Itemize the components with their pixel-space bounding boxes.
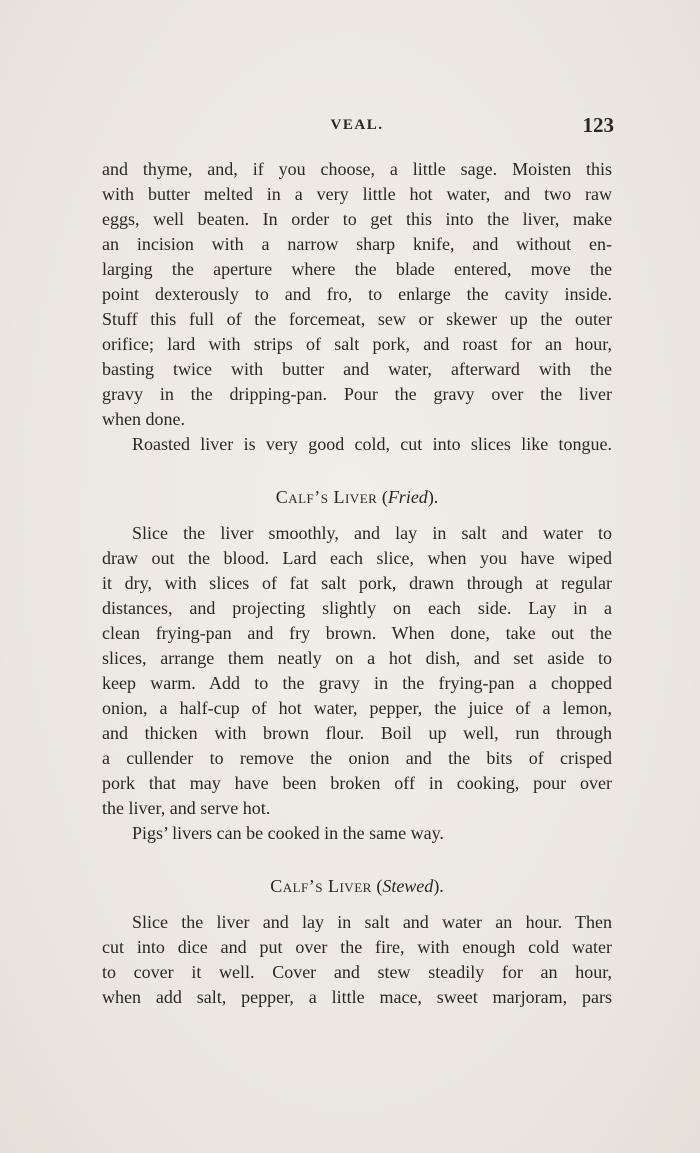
paragraph-pigs-livers [102,821,612,846]
text-line: a cullender to remove the onion and the bits of crisped [102,748,612,768]
text-line: clean frying-pan and fry brown. When done, take out the [102,623,612,643]
text-line: Roasted liver is very good cold, cut into slices like tongue. [132,434,612,454]
text-line: to cover it well. Cover and stew steadily for an hour, [102,962,612,982]
paragraph-fried-method [102,521,612,821]
text-line: with butter melted in a very little hot water, and two raw [102,184,612,204]
text-block [102,157,612,1010]
text-line: point dexterously to and fro, to enlarge the cavity inside. [102,284,612,304]
text-line: orifice; lard with strips of salt pork, and roast for an hour, [102,334,612,354]
section-heading-stewed: Calf’s Liver (Stewed). [270,876,444,896]
text-line: the liver, and serve hot. [102,798,271,818]
text-line: eggs, well beaten. In order to get this into the liver, make [102,209,612,229]
running-head [102,113,612,141]
text-line: Slice the liver and lay in salt and water an hour. Then [132,912,612,932]
text-line: distances, and projecting slightly on each side. Lay in a [102,598,612,618]
text-line: and thicken with brown flour. Boil up well, run through [102,723,612,743]
text-line: an incision with a narrow sharp knife, and without en- [102,234,612,254]
text-line: and thyme, and, if you choose, a little sage. Moisten this [102,159,612,179]
heading-subtitle: Fried [387,487,428,507]
text-line: it dry, with slices of fat salt pork, drawn through at regular [102,573,612,593]
text-line: keep warm. Add to the gravy in the frying-pan a chopped [102,673,612,693]
section-heading-fried: Calf’s Liver (Fried). [275,487,439,507]
text-line: Stuff this full of the forcemeat, sew or skewer up the outer [102,309,612,329]
text-line: pork that may have been broken off in cooking, pour over [102,773,612,793]
text-line: cut into dice and put over the fire, with enough cold water [102,937,612,957]
heading-subtitle: Stewed [382,876,434,896]
paragraph-stewed-method [102,910,612,1010]
text-line: slices, arrange them neatly on a hot dish, and set aside to [102,648,612,668]
heading-title: Calf’s Liver [270,876,372,896]
text-line: draw out the blood. Lard each slice, when you have wiped [102,548,612,568]
running-title: VEAL. [330,117,384,133]
text-line: gravy in the dripping-pan. Pour the gravy over the liver [102,384,612,404]
text-line: larging the aperture where the blade entered, move the [102,259,612,279]
paragraph-roasted-note [102,432,612,457]
text-line: Slice the liver smoothly, and lay in salt and water to [132,523,612,543]
text-line: when add salt, pepper, a little mace, sweet marjoram, pars [102,987,612,1007]
text-line: onion, a half-cup of hot water, pepper, the juice of a lemon, [102,698,612,718]
page-number: 123 [582,113,614,137]
text-line: basting twice with butter and water, afterward with the [102,359,612,379]
paragraph-continued [102,157,612,432]
text-line: Pigs’ livers can be cooked in the same way. [132,823,444,843]
text-line: when done. [102,409,185,429]
heading-title: Calf’s Liver [275,487,378,507]
